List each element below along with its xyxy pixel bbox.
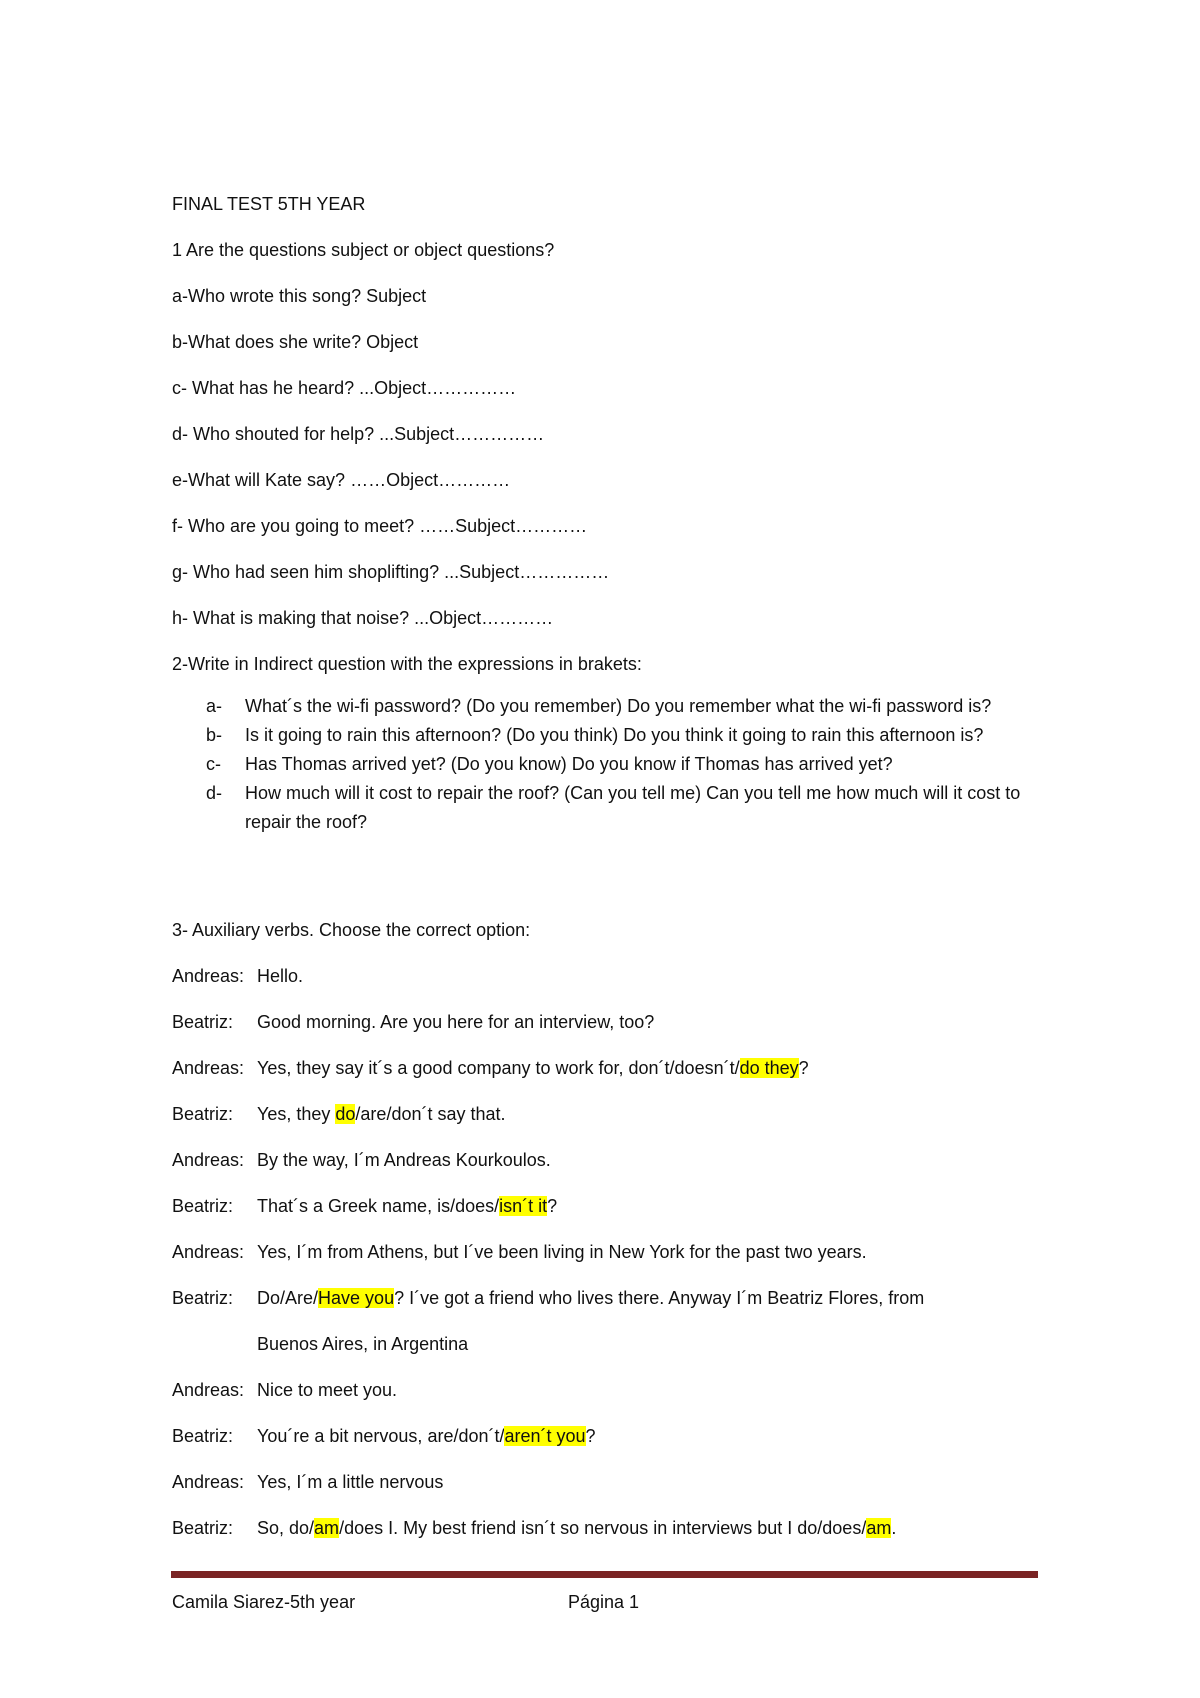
dialogue-text: That´s a Greek name, is/does/	[257, 1196, 500, 1216]
highlighted-answer: aren´t you	[504, 1426, 586, 1446]
list-marker: c-	[206, 754, 221, 774]
dialogue-text: By the way, I´m Andreas Kourkoulos.	[257, 1150, 551, 1170]
section1-item: b-What does she write? Object	[172, 332, 419, 352]
document-title: FINAL TEST 5TH YEAR	[172, 194, 366, 214]
dialogue-text: ?	[547, 1196, 558, 1216]
dialogue-text: ? I´ve got a friend who lives there. Anyway I´m Beatriz Flores, from	[394, 1288, 925, 1308]
dialogue-line	[172, 1241, 867, 1263]
dialogue-text: /are/don´t say that.	[355, 1104, 506, 1124]
dialogue-text: Yes, they	[257, 1104, 336, 1124]
section2-list	[172, 692, 1025, 837]
dialogue-text: .	[891, 1518, 897, 1538]
list-item-text: What´s the wi-fi password? (Do you remember) Do you remember what the wi-fi password is?	[245, 696, 992, 716]
dialogue-text: ?	[585, 1426, 596, 1446]
dialogue-speaker: Andreas:	[172, 1150, 245, 1170]
highlighted-answer: do	[335, 1104, 356, 1124]
list-marker: a-	[206, 696, 223, 716]
dialogue-text: Hello.	[257, 966, 304, 986]
highlighted-answer: do they	[739, 1058, 799, 1078]
section1-item: c- What has he heard? ...Object……………	[172, 378, 517, 398]
dialogue-line	[172, 1057, 809, 1079]
section1-item: f- Who are you going to meet? ……Subject…………	[172, 516, 588, 536]
dialogue-text: Yes, I´m a little nervous	[257, 1472, 444, 1492]
list-item	[172, 779, 1025, 837]
dialogue-line	[172, 1517, 896, 1539]
highlighted-answer: isn´t it	[499, 1196, 548, 1216]
section1-item: e-What will Kate say? ……Object…………	[172, 470, 511, 490]
dialogue-text: ?	[798, 1058, 809, 1078]
dialogue-text: /does I. My best friend isn´t so nervous in interviews but I do/does/	[339, 1518, 867, 1538]
list-item-text: Has Thomas arrived yet? (Do you know) Do you know if Thomas has arrived yet?	[245, 754, 893, 774]
dialogue-line	[172, 1011, 654, 1033]
dialogue-speaker: Beatriz:	[172, 1196, 234, 1216]
dialogue-line	[172, 1195, 557, 1217]
dialogue-line	[172, 1471, 443, 1493]
list-marker: d-	[206, 783, 223, 803]
dialogue-speaker: Andreas:	[172, 1472, 245, 1492]
dialogue-speaker: Andreas:	[172, 1242, 245, 1262]
highlighted-answer: Have you	[318, 1288, 395, 1308]
dialogue-speaker: Andreas:	[172, 1058, 245, 1078]
list-item-text: Is it going to rain this afternoon? (Do you think) Do you think it going to rain this afternoon is?	[245, 725, 984, 745]
dialogue-text: Good morning. Are you here for an interview, too?	[257, 1012, 655, 1032]
dialogue-speaker: Andreas:	[172, 966, 245, 986]
dialogue-line	[172, 1149, 551, 1171]
section3-heading: 3- Auxiliary verbs. Choose the correct option:	[172, 920, 531, 940]
list-item	[172, 692, 1025, 721]
dialogue-text: Do/Are/	[257, 1288, 319, 1308]
dialogue-continuation: Buenos Aires, in Argentina	[257, 1334, 469, 1354]
section1-item: g- Who had seen him shoplifting? ...Subject……………	[172, 562, 610, 582]
dialogue-line	[172, 1379, 397, 1401]
footer-page-number: Página 1	[568, 1592, 640, 1612]
section2-heading: 2-Write in Indirect question with the expressions in brakets:	[172, 654, 642, 674]
dialogue-speaker: Beatriz:	[172, 1104, 234, 1124]
dialogue-line	[172, 1103, 506, 1125]
dialogue-line	[172, 1287, 924, 1309]
dialogue-line	[172, 1425, 596, 1447]
dialogue-line	[172, 965, 303, 987]
list-item	[172, 721, 1025, 750]
highlighted-answer: am	[866, 1518, 892, 1538]
dialogue-speaker: Beatriz:	[172, 1012, 234, 1032]
section1-heading: 1 Are the questions subject or object questions?	[172, 240, 555, 260]
dialogue-speaker: Beatriz:	[172, 1518, 234, 1538]
dialogue-text: So, do/	[257, 1518, 315, 1538]
section1-item: a-Who wrote this song? Subject	[172, 286, 427, 306]
dialogue-text: You´re a bit nervous, are/don´t/	[257, 1426, 505, 1446]
dialogue-speaker: Beatriz:	[172, 1288, 234, 1308]
list-marker: b-	[206, 725, 223, 745]
dialogue-text: Yes, I´m from Athens, but I´ve been living in New York for the past two years.	[257, 1242, 867, 1262]
list-item-text: How much will it cost to repair the roof? (Can you tell me) Can you tell me how much will it cost to repair the roof?	[245, 783, 1021, 832]
section1-item: d- Who shouted for help? ...Subject……………	[172, 424, 545, 444]
dialogue-speaker: Andreas:	[172, 1380, 245, 1400]
footer-author: Camila Siarez-5th year	[172, 1592, 356, 1612]
highlighted-answer: am	[314, 1518, 340, 1538]
section1-item: h- What is making that noise? ...Object…………	[172, 608, 554, 628]
list-item	[172, 750, 1025, 779]
dialogue-text: Nice to meet you.	[257, 1380, 398, 1400]
dialogue-text: Yes, they say it´s a good company to work for, don´t/doesn´t/	[257, 1058, 740, 1078]
dialogue-speaker: Beatriz:	[172, 1426, 234, 1446]
footer-divider	[171, 1571, 1038, 1578]
